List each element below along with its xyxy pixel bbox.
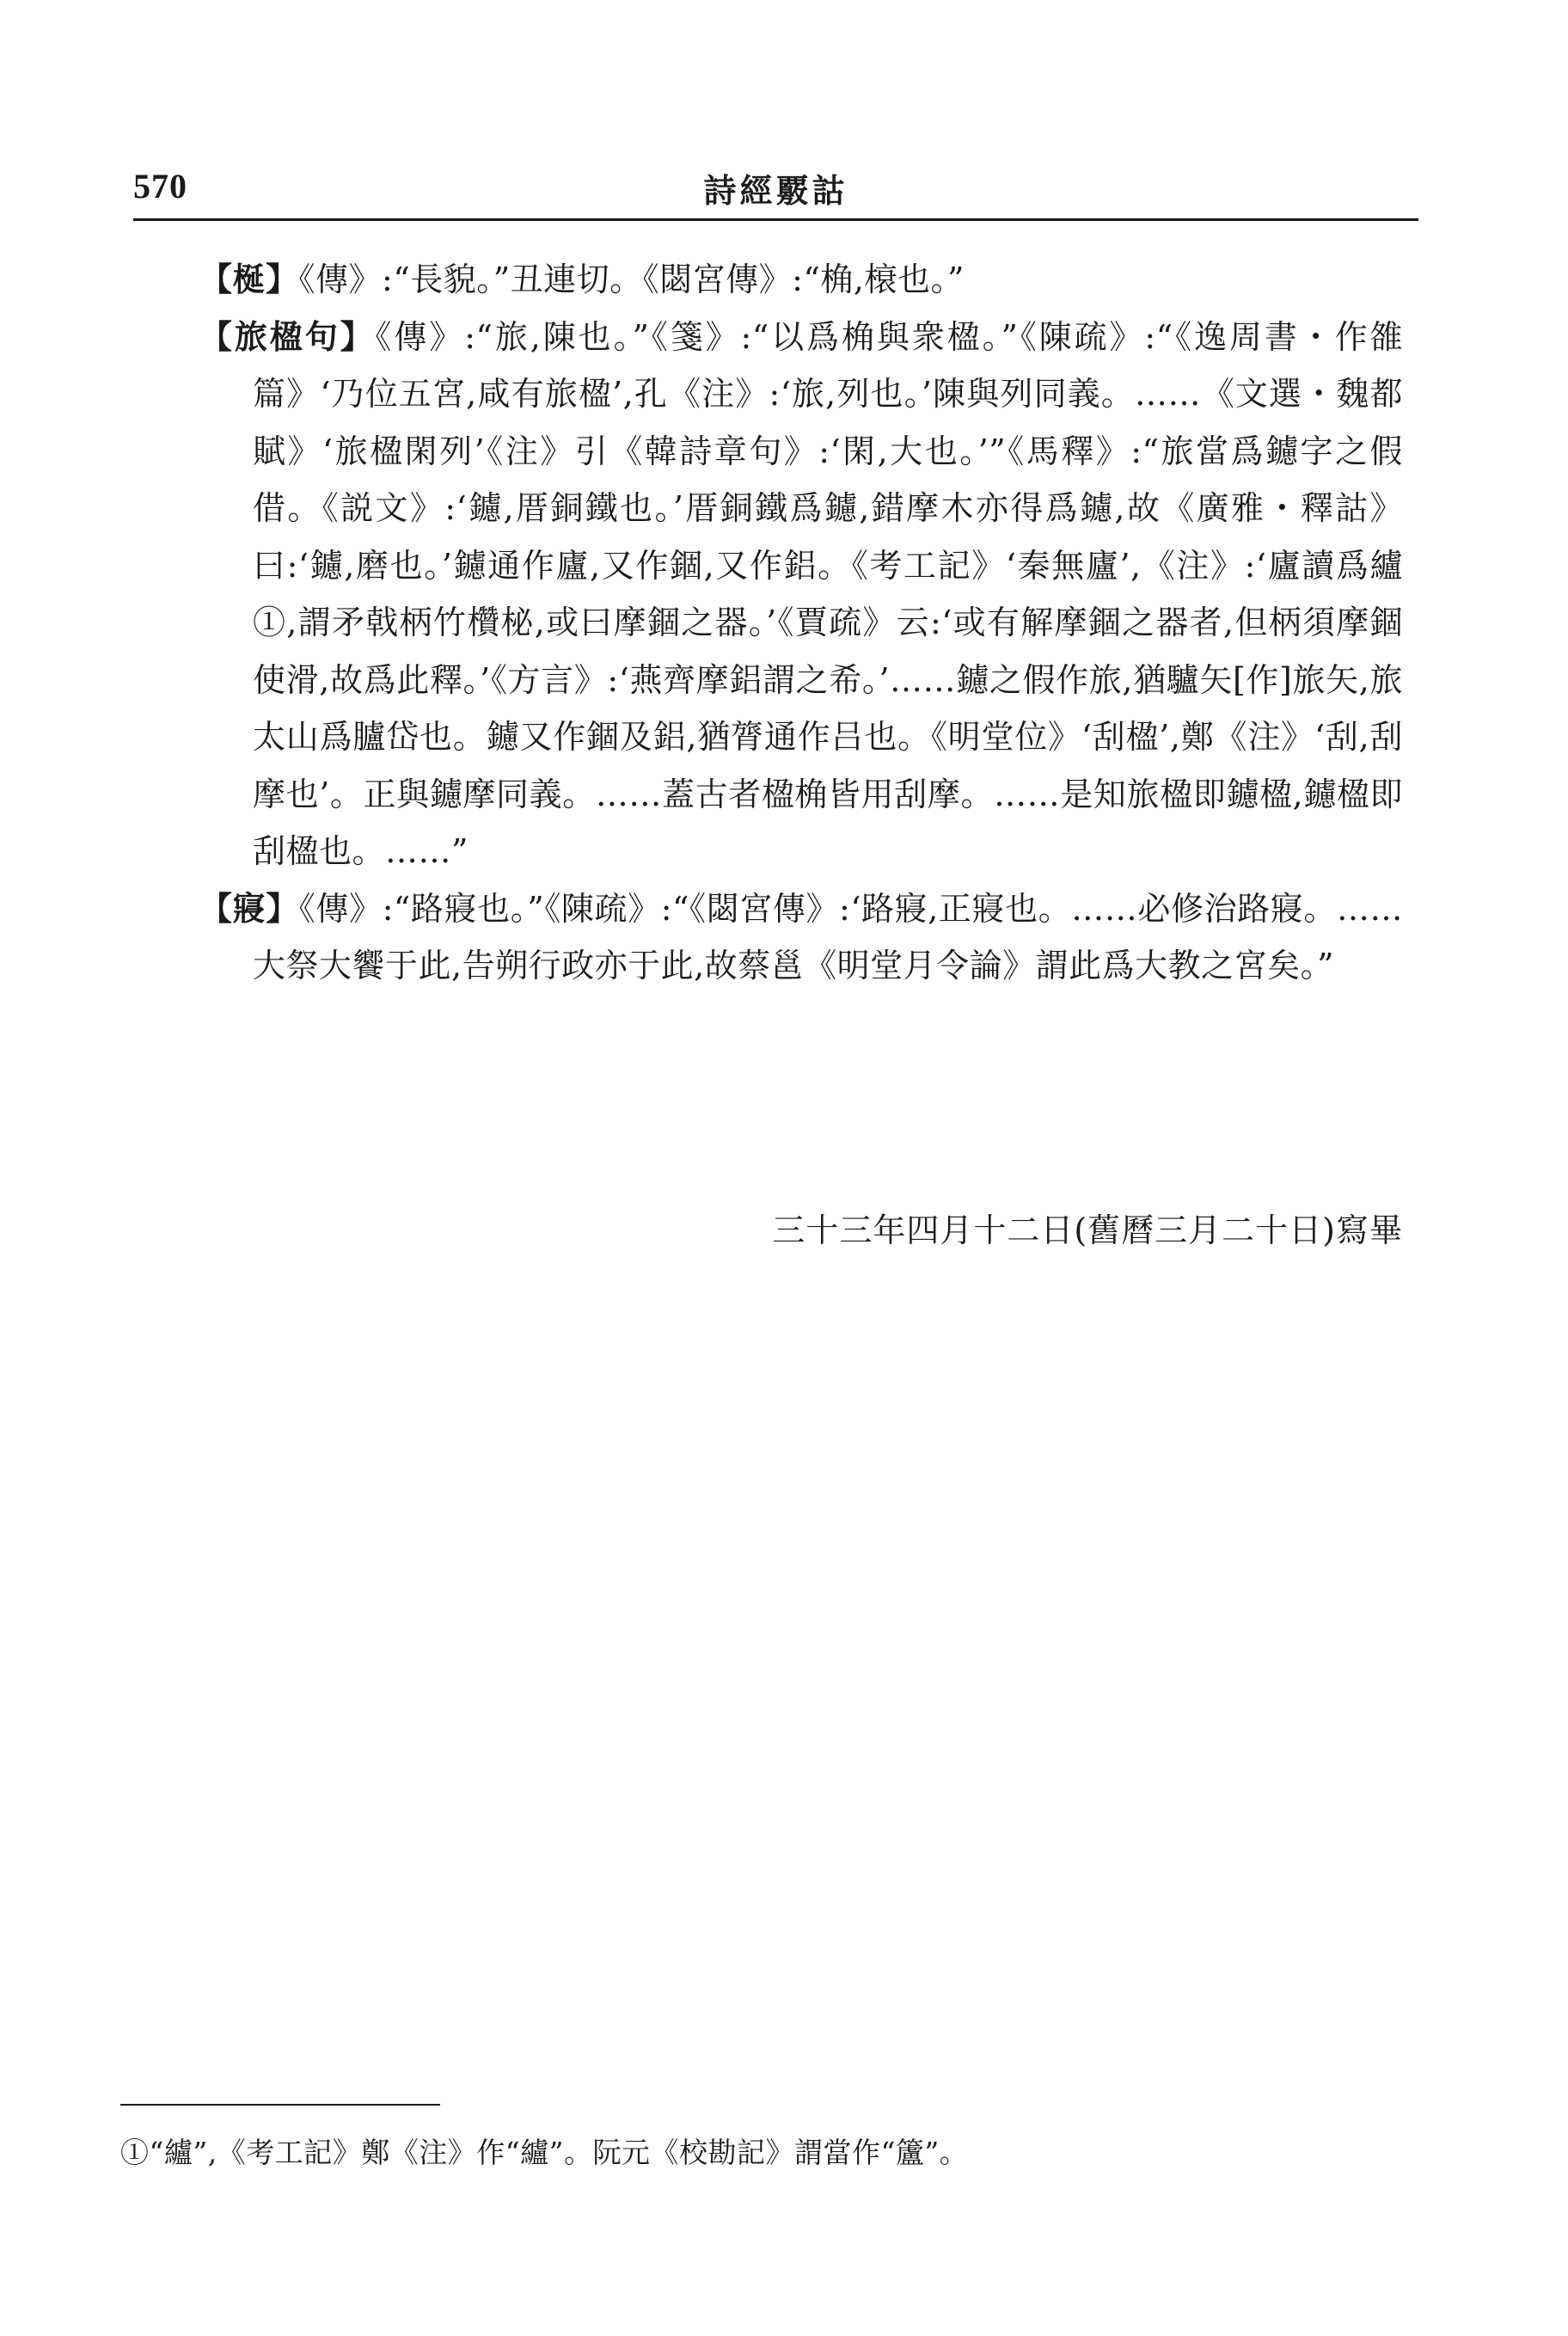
footnote-rule — [120, 2104, 440, 2106]
entry-qin — [199, 880, 1403, 995]
entry-headword: 【寢】 — [199, 888, 299, 928]
entry-lu-ying-ju — [199, 309, 1403, 880]
entry-chan — [199, 251, 1403, 309]
page-number: 570 — [133, 167, 187, 205]
entry-headword: 【梴】 — [199, 260, 299, 298]
footnote: ①“纑”,《考工記》鄭《注》作“纑”。阮元《校勘記》謂當作“籚”。 — [120, 2136, 969, 2169]
completion-date-note: 三十三年四月十二日(舊曆三月二十日)寫畢 — [772, 1211, 1403, 1249]
entry-text: 《傳》:“旅,陳也。”《箋》:“以爲桷與衆楹。”《陳疏》:“《逸周書・作雒篇》‘乃位五宮,咸有旅楹’,孔《注》:‘旅,列也。’陳與列同義。……《文選・魏都賦》‘旅楹閑列’《注》引《韓詩章句》:‘閑,大也。’”《馬釋》:“旅當爲鑢字之假借。《説文》:‘鑢,厝銅鐵也。’厝銅鐵爲鑢,錯摩木亦得爲鑢,故《廣雅・釋詁》曰:‘鑢,磨也。’鑢通作廬,又作錮,又作鋁。《考工記》‘秦無廬’,《注》:‘廬讀爲纑①,謂矛戟柄竹欑柲,或曰摩錮之器。’《賈疏》云:‘或有解摩錮之器者,但柄須摩錮使滑,故爲此釋。’《方言》:‘燕齊摩鋁謂之希。’……鑢之假作旅,猶驢矢[作]旅矢,旅太山爲臚岱也。鑢又作錮及鋁,猶膂通作吕也。《明堂位》‘刮楹’,鄭《注》‘刮,刮摩也’。正與鑢摩同義。……蓋古者楹桷皆用刮摩。……是知旅楹即鑢楹,鑢楹即刮楹也。……” — [253, 317, 1403, 870]
header-rule — [133, 218, 1418, 221]
entry-headword: 【旅楹句】 — [199, 316, 376, 356]
entry-text: 《傳》:“長貌。”丑連切。《閟宮傳》:“桷,榱也。” — [298, 261, 965, 298]
commentary-body — [199, 251, 1403, 995]
running-title: 詩經覈詁 — [703, 171, 848, 210]
page-header — [133, 159, 1418, 219]
entry-text: 《傳》:“路寢也。”《陳疏》:“《閟宮傳》:‘路寢,正寢也。……必修治路寢。……大祭大饗于此,告朔行政亦于此,故蔡邕《明堂月令論》謂此爲大教之宮矣。” — [253, 889, 1403, 984]
